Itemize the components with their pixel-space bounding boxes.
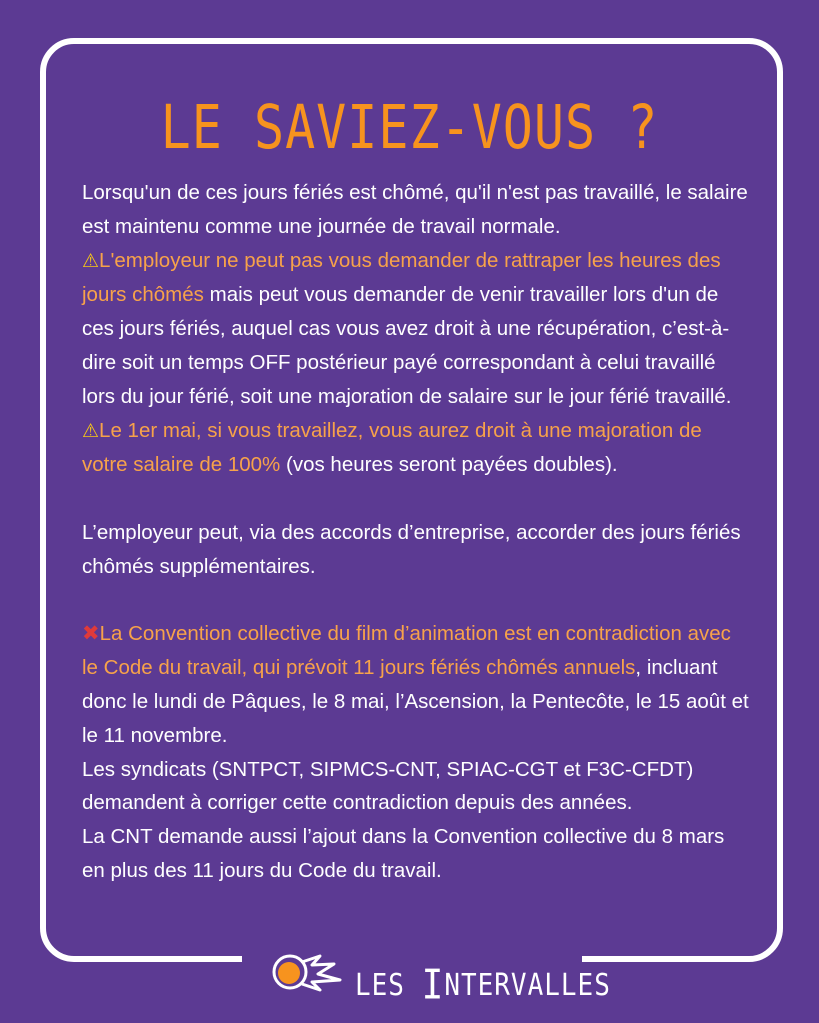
paragraph-cnt: La CNT demande aussi l’ajout dans la Convention collective du 8 mars en plus des 11 jours du Code du travail. [82, 825, 725, 882]
paragraph-accords: L’employeur peut, via des accords d’entreprise, accorder des jours fériés chômés supplémentaires. [82, 520, 741, 578]
comet-logo-icon [268, 950, 350, 994]
highlight-rattrapage: L'employeur ne peut pas vous demander de rattraper les heures des jours chômés [82, 248, 721, 307]
cross-icon: ✖ [82, 622, 100, 646]
warning-icon: ⚠ [82, 250, 100, 272]
highlight-1er-mai: Le 1er mai, si vous travaillez, vous aurez droit à une majoration de votre salaire de 100% [82, 418, 702, 477]
warning-icon: ⚠ [82, 420, 100, 442]
article-body [82, 176, 752, 888]
footer [0, 948, 819, 1009]
highlight-convention: La Convention collective du film d’animation est en contradiction avec le Code du travail, qui prévoit 11 jours fériés chômés annuels [82, 622, 731, 680]
paragraph-salary: Lorsqu'un de ces jours fériés est chômé, qu'il n'est pas travaillé, le salaire est maintenu comme une journée de travail normale. ⚠L'employeur ne peut pas vous demander de rattraper les heures des jours chômés mais peut vous demander de venir travailler lors d'un de ces jours fériés, auquel cas vous avez droit à une récupération, c’est-à-dire soit un temps OFF postérieur payé correspondant à celui travaillé lors du jour férié, soit une majoration de salaire sur le jour férié travaillé. ⚠Le 1er mai, si vous travaillez, vous aurez droit à une majoration de votre salaire de 100% (vos heures seront payées doubles). [82, 181, 748, 477]
page-title: LE SAVIEZ-VOUS ? [160, 92, 659, 163]
logo-wordmark: LES INTERVALLES [355, 961, 611, 1009]
paragraph-syndicats: Les syndicats (SNTPCT, SIPMCS-CNT, SPIAC-CGT et F3C-CFDT) demandent à corriger cette contradiction depuis des années. [82, 757, 694, 815]
paragraph-convention: ✖La Convention collective du film d’animation est en contradiction avec le Code du travail, qui prévoit 11 jours fériés chômés annuels, incluant donc le lundi de Pâques, le 8 mai, l’Ascension, la Pentecôte, le 15 août et le 11 novembre. Les syndicats (SNTPCT, SIPMCS-CNT, SPIAC-CGT et F3C-CFDT) demandent à corriger cette contradiction depuis des années. La CNT demande aussi l’ajout dans la Convention collective du 8 mars en plus des 11 jours du Code du travail. [82, 622, 749, 882]
